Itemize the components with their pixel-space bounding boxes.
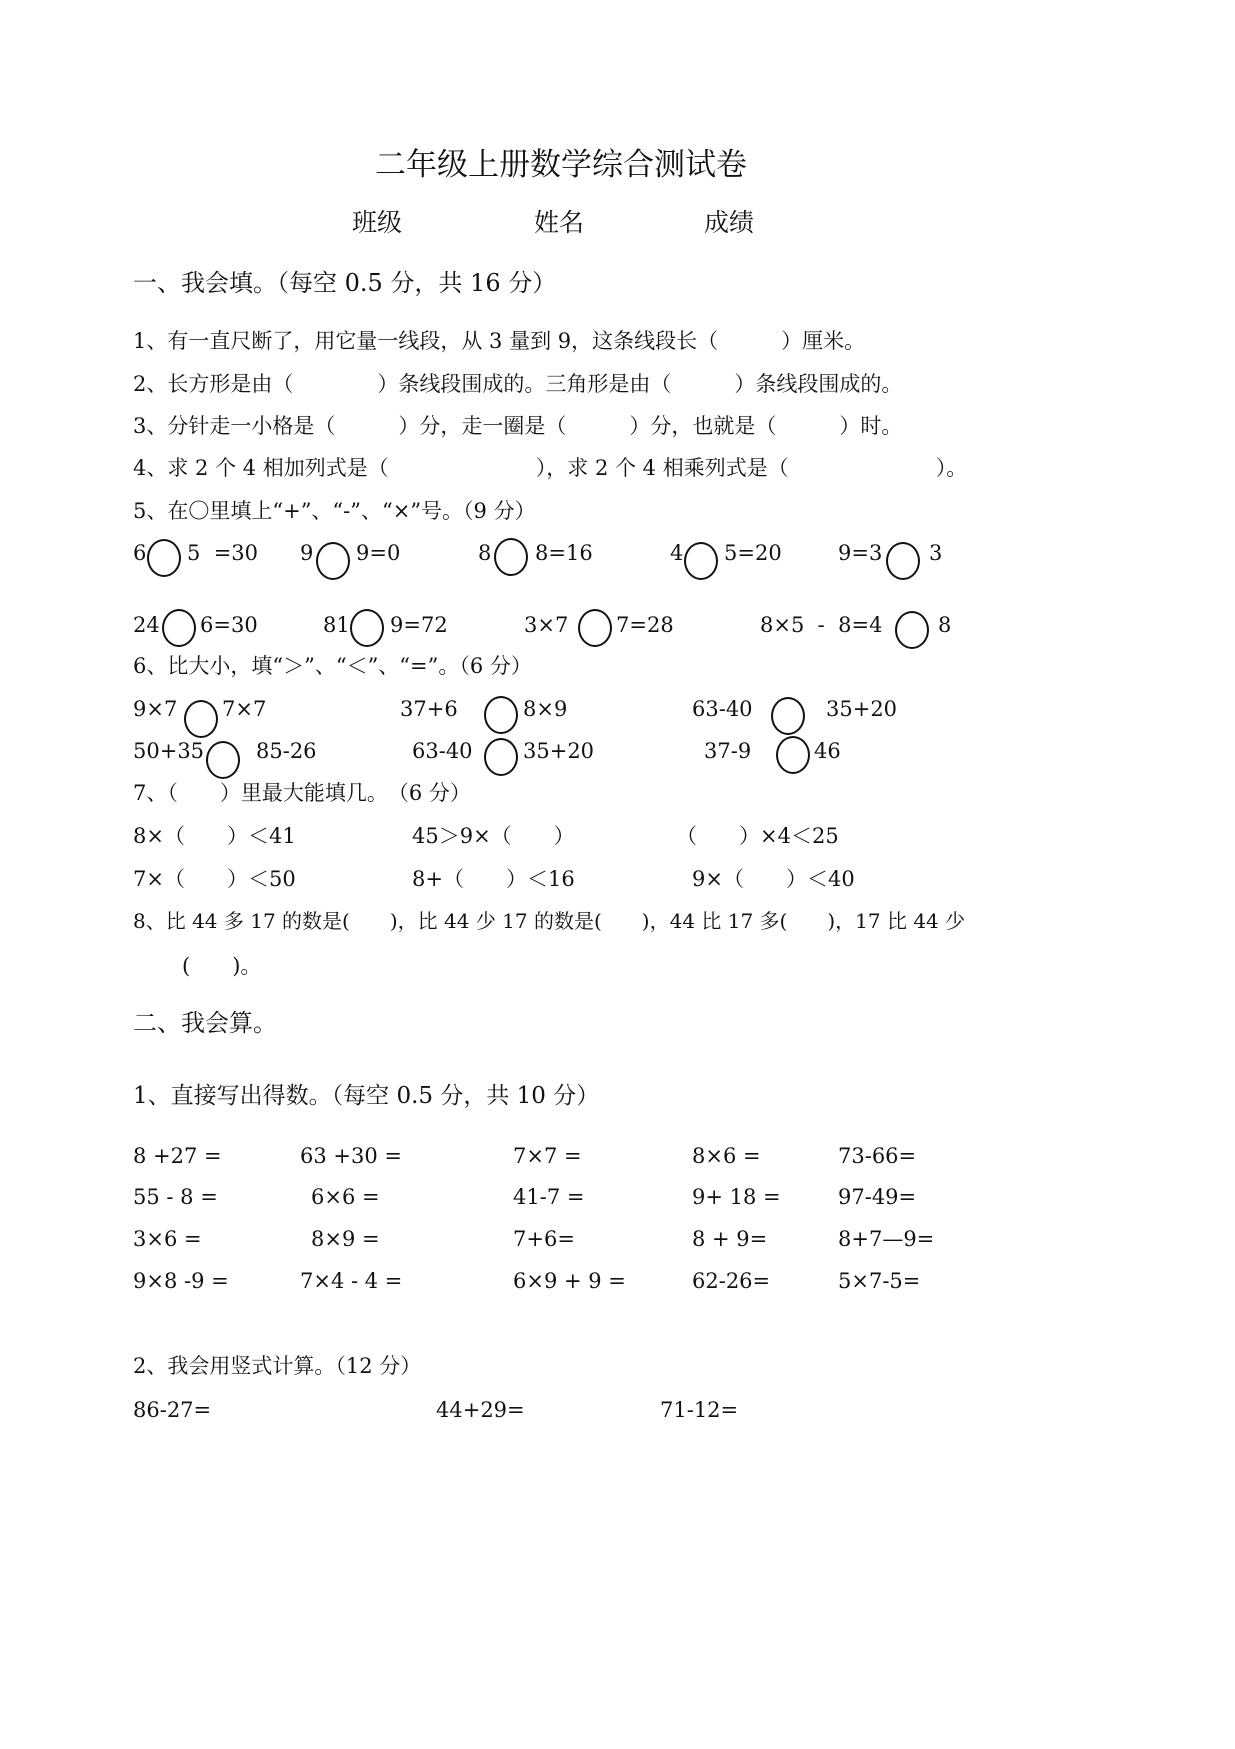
answer-circle[interactable] <box>895 611 929 649</box>
answer-circle[interactable] <box>316 542 350 580</box>
q5-left: 8×5 - 8=4 <box>760 613 883 637</box>
vertical-calc-item: 44+29= <box>436 1398 525 1422</box>
q6-right: 35+20 <box>523 739 595 763</box>
question-1-8-line-1: 8、比 44 多 17 的数是( )，比 44 少 17 的数是( )，44 比 17 多( )，17 比 44 少 <box>133 909 966 933</box>
name-label: 姓名 <box>534 208 585 237</box>
q6-left: 37+6 <box>400 697 458 721</box>
class-label: 班级 <box>352 208 403 237</box>
question-2-2-prompt: 2、我会用竖式计算。（12 分） <box>133 1354 422 1378</box>
q5-right: 6=30 <box>200 613 258 637</box>
q6-right: 46 <box>814 739 841 763</box>
answer-circle[interactable] <box>684 542 718 580</box>
calc-item: 8+7—9= <box>838 1227 935 1251</box>
calc-item: 9×8 -9 = <box>133 1269 229 1293</box>
q7-item: 8+（ ）＜16 <box>412 867 575 891</box>
answer-circle[interactable] <box>484 696 518 734</box>
q5-right: 3 <box>929 541 943 565</box>
question-1-4: 4、求 2 个 4 相加列式是（ ），求 2 个 4 相乘列式是（ ）。 <box>133 456 968 480</box>
answer-circle[interactable] <box>886 542 920 580</box>
answer-circle[interactable] <box>494 538 528 576</box>
q5-right: 5 =30 <box>187 541 259 565</box>
calc-item: 8×6 = <box>692 1144 761 1168</box>
answer-circle[interactable] <box>771 697 805 735</box>
calc-item: 7+6= <box>513 1227 575 1251</box>
q5-left: 81 <box>323 613 350 637</box>
q7-item: 45＞9×（ ） <box>412 824 575 848</box>
question-1-6-prompt: 6、比大小，填“＞”、“＜”、“=”。（6 分） <box>133 654 532 678</box>
q5-left: 6 <box>133 541 147 565</box>
calc-item: 62-26= <box>692 1269 771 1293</box>
calc-item: 73-66= <box>838 1144 917 1168</box>
q5-left: 24 <box>133 613 160 637</box>
q6-right: 35+20 <box>826 697 898 721</box>
q6-left: 50+35 <box>133 739 205 763</box>
answer-circle[interactable] <box>147 539 181 577</box>
calc-item: 5×7-5= <box>838 1269 921 1293</box>
q6-right: 85-26 <box>256 739 317 763</box>
q5-left: 8 <box>478 541 492 565</box>
q5-right: 9=72 <box>390 613 448 637</box>
q7-item: 8×（ ）＜41 <box>133 824 296 848</box>
q5-left: 9 <box>300 541 314 565</box>
calc-item: 8×9 = <box>311 1227 380 1251</box>
q5-left: 9=3 <box>838 541 883 565</box>
vertical-calc-item: 86-27= <box>133 1398 212 1422</box>
answer-circle[interactable] <box>206 741 240 779</box>
calc-item: 3×6 = <box>133 1227 202 1251</box>
answer-circle[interactable] <box>162 609 196 647</box>
q5-right: 5=20 <box>724 541 782 565</box>
calc-item: 8 +27 = <box>133 1144 222 1168</box>
calc-item: 6×9 + 9 = <box>513 1269 626 1293</box>
q5-right: 7=28 <box>616 613 674 637</box>
calc-item: 63 +30 = <box>300 1144 402 1168</box>
answer-circle[interactable] <box>578 609 612 647</box>
question-1-1: 1、有一直尺断了，用它量一线段，从 3 量到 9，这条线段长（ ）厘米。 <box>133 329 866 353</box>
vertical-calc-item: 71-12= <box>660 1398 739 1422</box>
q5-right: 8 <box>938 613 952 637</box>
calc-item: 7×7 = <box>513 1144 582 1168</box>
answer-circle[interactable] <box>350 609 384 647</box>
calc-item: 7×4 - 4 = <box>300 1269 403 1293</box>
question-1-8-line-2: ( )。 <box>182 954 262 978</box>
calc-item: 9+ 18 = <box>692 1185 781 1209</box>
page-title: 二年级上册数学综合测试卷 <box>375 147 747 183</box>
q6-right: 8×9 <box>523 697 568 721</box>
question-1-3: 3、分针走一小格是（ ）分，走一圈是（ ）分，也就是（ ）时。 <box>133 414 903 438</box>
question-1-7-prompt: 7、（ ）里最大能填几。 （6 分） <box>133 781 471 805</box>
answer-circle[interactable] <box>184 700 218 738</box>
question-1-2: 2、长方形是由（ ）条线段围成的。三角形是由（ ）条线段围成的。 <box>133 372 903 396</box>
calc-item: 55 - 8 = <box>133 1185 218 1209</box>
question-2-1-prompt: 1、直接写出得数。（每空 0.5 分，共 10 分） <box>133 1083 600 1109</box>
q7-item: （ ）×4＜25 <box>676 824 839 848</box>
calc-item: 41-7 = <box>513 1185 585 1209</box>
q7-item: 9×（ ）＜40 <box>692 867 855 891</box>
section-1-heading: 一、我会填。（每空 0.5 分，共 16 分） <box>133 269 557 297</box>
q6-left: 63-40 <box>692 697 753 721</box>
q6-left: 63-40 <box>412 739 473 763</box>
q5-left: 4 <box>670 541 684 565</box>
q6-left: 9×7 <box>133 697 178 721</box>
q6-left: 37-9 <box>704 739 752 763</box>
section-2-heading: 二、我会算。 <box>133 1009 277 1037</box>
calc-item: 8 + 9= <box>692 1227 768 1251</box>
calc-item: 6×6 = <box>311 1185 380 1209</box>
question-1-5-prompt: 5、在〇里填上“+”、“-”、“×”号。（9 分） <box>133 499 536 523</box>
calc-item: 97-49= <box>838 1185 917 1209</box>
answer-circle[interactable] <box>484 738 518 776</box>
q6-right: 7×7 <box>222 697 267 721</box>
q5-right: 8=16 <box>535 541 593 565</box>
q5-left: 3×7 <box>524 613 569 637</box>
score-label: 成绩 <box>704 208 755 237</box>
q5-right: 9=0 <box>356 541 401 565</box>
q7-item: 7×（ ）＜50 <box>133 867 296 891</box>
answer-circle[interactable] <box>776 736 810 774</box>
